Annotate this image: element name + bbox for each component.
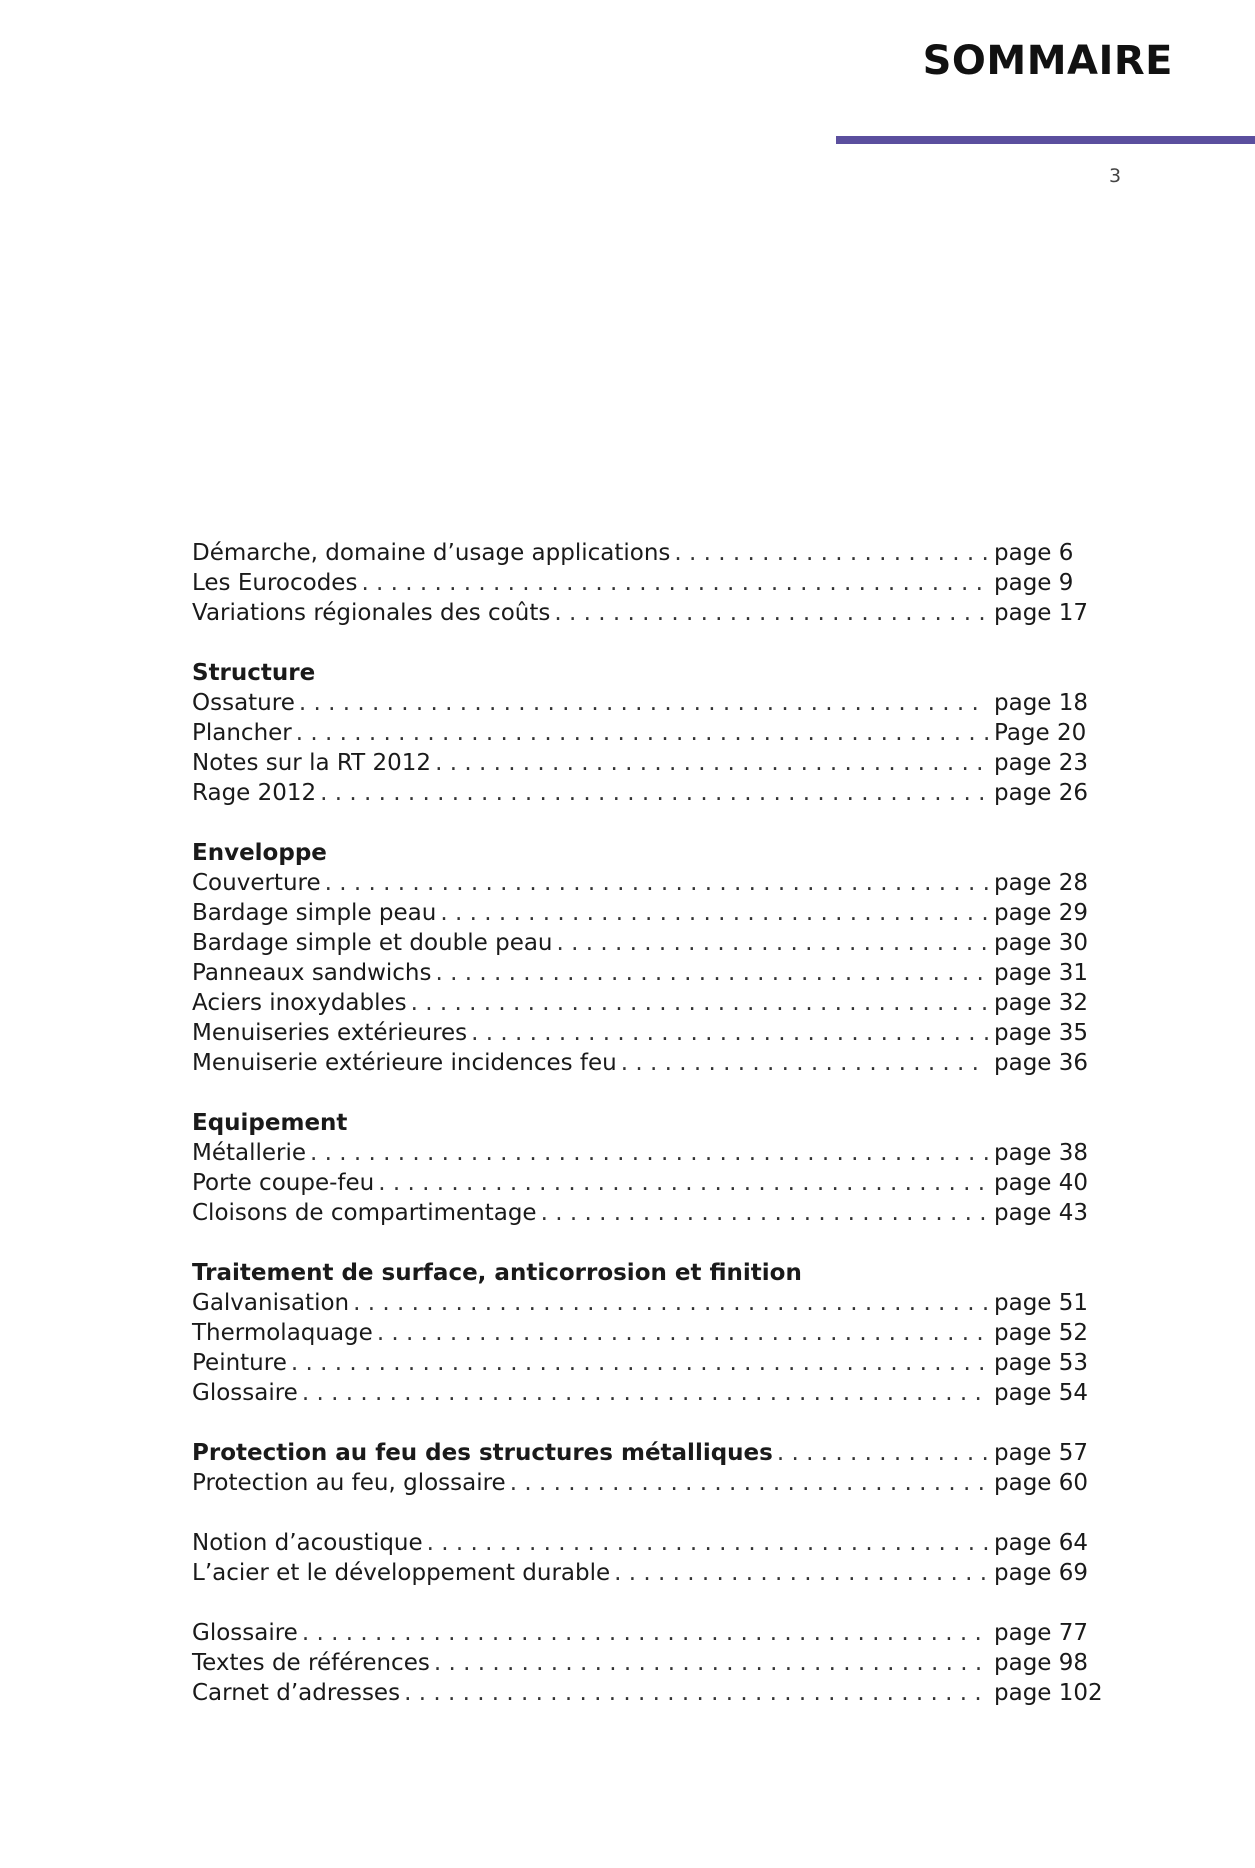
toc-entry[interactable]	[192, 1348, 1102, 1378]
toc-entry-label: Carnet d’adresses	[192, 1680, 401, 1706]
toc-entry[interactable]	[192, 1468, 1102, 1498]
toc-entry[interactable]	[192, 1168, 1102, 1198]
toc-entry-page: page 60	[994, 1470, 1089, 1496]
toc-entry[interactable]	[192, 1018, 1102, 1048]
toc-entry[interactable]	[192, 1438, 1102, 1468]
toc-entry-page: page 51	[994, 1290, 1089, 1316]
toc-entry-page: page 32	[994, 990, 1089, 1016]
toc-entry-page: page 77	[994, 1620, 1089, 1646]
toc-entry-label: Démarche, domaine d’usage applications	[192, 540, 671, 566]
toc-entry-label: Porte coupe-feu	[192, 1170, 375, 1196]
dot-leader	[614, 1558, 988, 1588]
toc-entry[interactable]	[192, 598, 1102, 628]
toc-entry-page: page 23	[994, 750, 1089, 776]
dot-leader	[302, 1378, 988, 1408]
toc-entry[interactable]	[192, 958, 1102, 988]
dot-leader	[554, 598, 988, 628]
toc-section	[192, 1528, 1102, 1588]
dot-leader	[404, 1678, 988, 1708]
toc-entry-label: Panneaux sandwichs	[192, 960, 432, 986]
toc-entry[interactable]	[192, 868, 1102, 898]
toc-entry-page: page 9	[994, 570, 1074, 596]
toc-entry-page: page 102	[994, 1680, 1103, 1706]
toc-entry-label: Métallerie	[192, 1140, 307, 1166]
dot-leader	[320, 778, 988, 808]
toc-entry[interactable]	[192, 718, 1102, 748]
dot-leader	[777, 1438, 988, 1468]
accent-rule	[836, 136, 1255, 144]
toc-entry-label: Protection au feu des structures métalliques	[192, 1440, 773, 1466]
toc-entry-page: page 98	[994, 1650, 1089, 1676]
toc-entry-page: page 31	[994, 960, 1089, 986]
toc-section	[192, 1258, 1102, 1408]
toc-entry-page: page 64	[994, 1530, 1089, 1556]
toc-entry-page: page 17	[994, 600, 1089, 626]
toc-entry-label: Glossaire	[192, 1620, 298, 1646]
dot-leader	[674, 538, 988, 568]
toc-entry-page: page 28	[994, 870, 1089, 896]
toc-entry-page: page 29	[994, 900, 1089, 926]
dot-leader	[291, 1348, 988, 1378]
toc-entry-page: page 57	[994, 1440, 1089, 1466]
dot-leader	[296, 718, 988, 748]
toc-entry-page: Page 20	[994, 720, 1087, 746]
toc-entry-label: Cloisons de compartimentage	[192, 1200, 537, 1226]
table-of-contents	[192, 538, 1102, 1738]
dot-leader	[378, 1168, 988, 1198]
toc-entry[interactable]	[192, 988, 1102, 1018]
toc-entry-label: L’acier et le développement durable	[192, 1560, 611, 1586]
dot-leader	[299, 688, 988, 718]
dot-leader	[361, 568, 988, 598]
toc-entry-label: Menuiserie extérieure incidences feu	[192, 1050, 617, 1076]
dot-leader	[557, 928, 988, 958]
toc-entry-label: Aciers inoxydables	[192, 990, 407, 1016]
toc-entry[interactable]	[192, 1138, 1102, 1168]
toc-entry[interactable]	[192, 898, 1102, 928]
toc-entry[interactable]	[192, 1318, 1102, 1348]
toc-entry-page: page 38	[994, 1140, 1089, 1166]
toc-entry[interactable]	[192, 1678, 1102, 1708]
toc-entry-page: page 6	[994, 540, 1074, 566]
toc-section	[192, 1618, 1102, 1708]
toc-section-heading: Traitement de surface, anticorrosion et finition	[192, 1260, 802, 1286]
toc-section	[192, 1438, 1102, 1498]
toc-entry[interactable]	[192, 778, 1102, 808]
toc-entry[interactable]	[192, 1198, 1102, 1228]
toc-section-heading: Structure	[192, 660, 316, 686]
toc-entry-label: Couverture	[192, 870, 321, 896]
toc-entry-label: Notion d’acoustique	[192, 1530, 423, 1556]
toc-entry-label: Protection au feu, glossaire	[192, 1470, 506, 1496]
toc-section	[192, 1108, 1102, 1228]
toc-entry-label: Notes sur la RT 2012	[192, 750, 432, 776]
toc-entry-label: Peinture	[192, 1350, 287, 1376]
toc-entry[interactable]	[192, 1528, 1102, 1558]
dot-leader	[471, 1018, 988, 1048]
dot-leader	[302, 1618, 988, 1648]
toc-entry[interactable]	[192, 688, 1102, 718]
toc-entry-label: Rage 2012	[192, 780, 317, 806]
toc-entry-label: Bardage simple peau	[192, 900, 437, 926]
toc-entry[interactable]	[192, 1288, 1102, 1318]
dot-leader	[325, 868, 988, 898]
toc-entry-page: page 53	[994, 1350, 1089, 1376]
dot-leader	[510, 1468, 988, 1498]
toc-entry[interactable]	[192, 1558, 1102, 1588]
toc-entry-label: Bardage simple et double peau	[192, 930, 553, 956]
toc-entry-label: Thermolaquage	[192, 1320, 373, 1346]
dot-leader	[440, 898, 988, 928]
toc-entry-page: page 40	[994, 1170, 1089, 1196]
toc-entry[interactable]	[192, 568, 1102, 598]
dot-leader	[435, 748, 988, 778]
toc-entry[interactable]	[192, 1648, 1102, 1678]
toc-entry-label: Textes de références	[192, 1650, 430, 1676]
toc-section	[192, 658, 1102, 808]
dot-leader	[411, 988, 988, 1018]
dot-leader	[436, 958, 989, 988]
toc-entry-label: Les Eurocodes	[192, 570, 358, 596]
toc-entry-label: Plancher	[192, 720, 292, 746]
toc-entry-label: Variations régionales des coûts	[192, 600, 551, 626]
dot-leader	[353, 1288, 988, 1318]
toc-section	[192, 538, 1102, 628]
toc-entry-page: page 52	[994, 1320, 1089, 1346]
toc-section-heading: Enveloppe	[192, 840, 327, 866]
toc-entry-page: page 35	[994, 1020, 1089, 1046]
dot-leader	[310, 1138, 988, 1168]
toc-entry-page: page 18	[994, 690, 1089, 716]
toc-entry-page: page 69	[994, 1560, 1089, 1586]
dot-leader	[434, 1648, 988, 1678]
toc-entry-page: page 26	[994, 780, 1089, 806]
toc-entry[interactable]	[192, 1378, 1102, 1408]
toc-entry[interactable]	[192, 1618, 1102, 1648]
toc-entry[interactable]	[192, 748, 1102, 778]
toc-section	[192, 838, 1102, 1078]
page-title: SOMMAIRE	[922, 38, 1173, 84]
toc-entry-label: Galvanisation	[192, 1290, 350, 1316]
dot-leader	[377, 1318, 988, 1348]
page-number: 3	[1109, 165, 1122, 187]
toc-entry-label: Ossature	[192, 690, 295, 716]
toc-section-heading: Equipement	[192, 1110, 348, 1136]
toc-entry-page: page 36	[994, 1050, 1089, 1076]
dot-leader	[427, 1528, 988, 1558]
toc-entry-label: Glossaire	[192, 1380, 298, 1406]
toc-entry-page: page 54	[994, 1380, 1089, 1406]
toc-entry[interactable]	[192, 1048, 1102, 1078]
toc-entry-page: page 43	[994, 1200, 1089, 1226]
toc-entry-page: page 30	[994, 930, 1089, 956]
toc-entry-label: Menuiseries extérieures	[192, 1020, 468, 1046]
toc-entry[interactable]	[192, 928, 1102, 958]
toc-entry[interactable]	[192, 538, 1102, 568]
dot-leader	[621, 1048, 988, 1078]
dot-leader	[541, 1198, 988, 1228]
